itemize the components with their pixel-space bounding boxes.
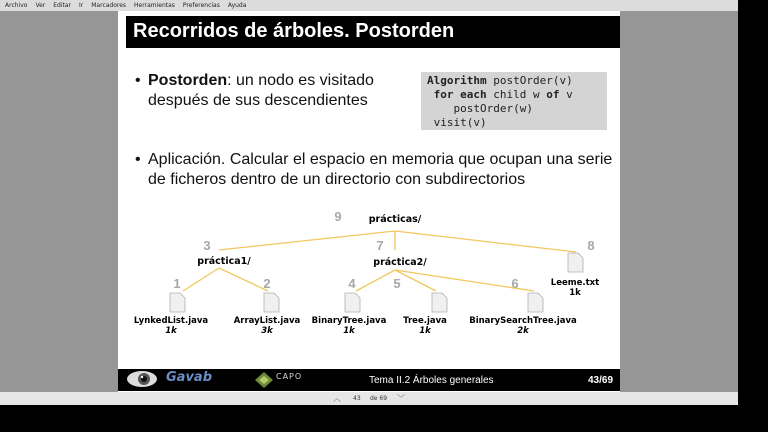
node-root-label: prácticas/ [368,214,422,225]
page-count: de 69 [370,395,388,402]
bullet-postorden [135,71,405,111]
file-name: BinarySearchTree.java [469,316,577,326]
bullet-keyword: Postorden [148,72,228,89]
file-icon [432,293,447,312]
bullet-dot-icon: • [135,151,141,168]
file-name: Leeme.txt [550,278,600,288]
file-icon [345,293,360,312]
order-f2: 2 [263,276,271,291]
order-f5: 5 [393,276,401,291]
file-icon [264,293,279,312]
file-icon [170,293,185,312]
file-icon [568,253,583,272]
file-size: 2k [517,326,529,336]
directory-tree-diagram [118,195,620,345]
file-name: Tree.java [403,316,447,326]
footer-topic: Tema II.2 Árboles generales [369,375,494,386]
bullet-dot-icon: • [135,72,141,89]
file-size: 1k [343,326,355,336]
viewer-background-right [620,11,738,392]
bullet-text: : un nodo es visitado después de sus descendientes [148,72,374,109]
order-dir1: 3 [203,238,211,253]
bullet-text: Aplicación. Calcular el espacio en memoria que ocupan una serie de ficheros dentro de un directorio con subdirectorios [148,151,613,188]
menu-ayuda[interactable]: Ayuda [227,2,247,9]
file-name: BinaryTree.java [311,316,387,326]
bullet-aplicacion [135,150,615,190]
eye-logo-icon [125,368,159,390]
code-line-4: visit(v) [433,116,487,129]
viewer-background-left [0,11,118,392]
capo-logo-icon [254,371,274,389]
edge-dir1-f1 [183,268,219,291]
order-dir2: 7 [376,238,384,253]
viewer-toolbar [0,392,738,405]
code-line-1: Algorithm postOrder(v) [427,74,573,87]
gavab-logo: Gavab [166,370,212,385]
order-f4: 4 [348,276,356,291]
file-icon [528,293,543,312]
file-name: LynkedList.java [133,316,209,326]
edge-root-dir1 [219,231,395,250]
previous-page-icon[interactable]: ︿ [333,394,341,403]
code-line-2: for each child w of v [433,88,573,101]
node-dir1-label: práctica1/ [197,256,251,267]
node-dir2-label: práctica2/ [373,257,427,268]
order-f6: 6 [511,276,519,291]
file-size: 1k [419,326,431,336]
code-block [421,72,607,130]
order-f8: 8 [587,238,595,253]
menu-ver[interactable]: Ver [35,2,46,9]
window-edge [738,0,768,432]
slide-title: Recorridos de árboles. Postorden [133,20,455,42]
code-line-3: postOrder(w) [453,102,533,115]
capo-logo-text: CAPO [276,372,303,381]
edge-root-leeme [395,231,576,252]
file-size: 1k [569,288,581,298]
menu-ir[interactable]: Ir [79,2,84,9]
order-root: 9 [334,209,342,224]
edge-dir1-f2 [219,268,271,291]
file-name: ArrayList.java [233,316,301,326]
file-size: 1k [165,326,177,336]
file-size: 3k [261,326,273,336]
edge-dir2-f4 [356,270,395,291]
menu-editar[interactable]: Editar [53,2,71,9]
menu-preferencias[interactable]: Preferencias [182,2,220,9]
menu-archivo[interactable]: Archivo [5,2,28,9]
menu-marcadores[interactable]: Marcadores [91,2,127,9]
menu-bar [0,0,768,11]
order-f1: 1 [173,276,181,291]
screen-bottom-edge [0,405,768,432]
next-page-icon[interactable]: ﹀ [397,394,405,403]
footer-page-number: 43/69 [588,375,614,386]
menu-herramientas[interactable]: Herramientas [134,2,175,9]
page-number-input[interactable]: 43 [353,395,361,402]
